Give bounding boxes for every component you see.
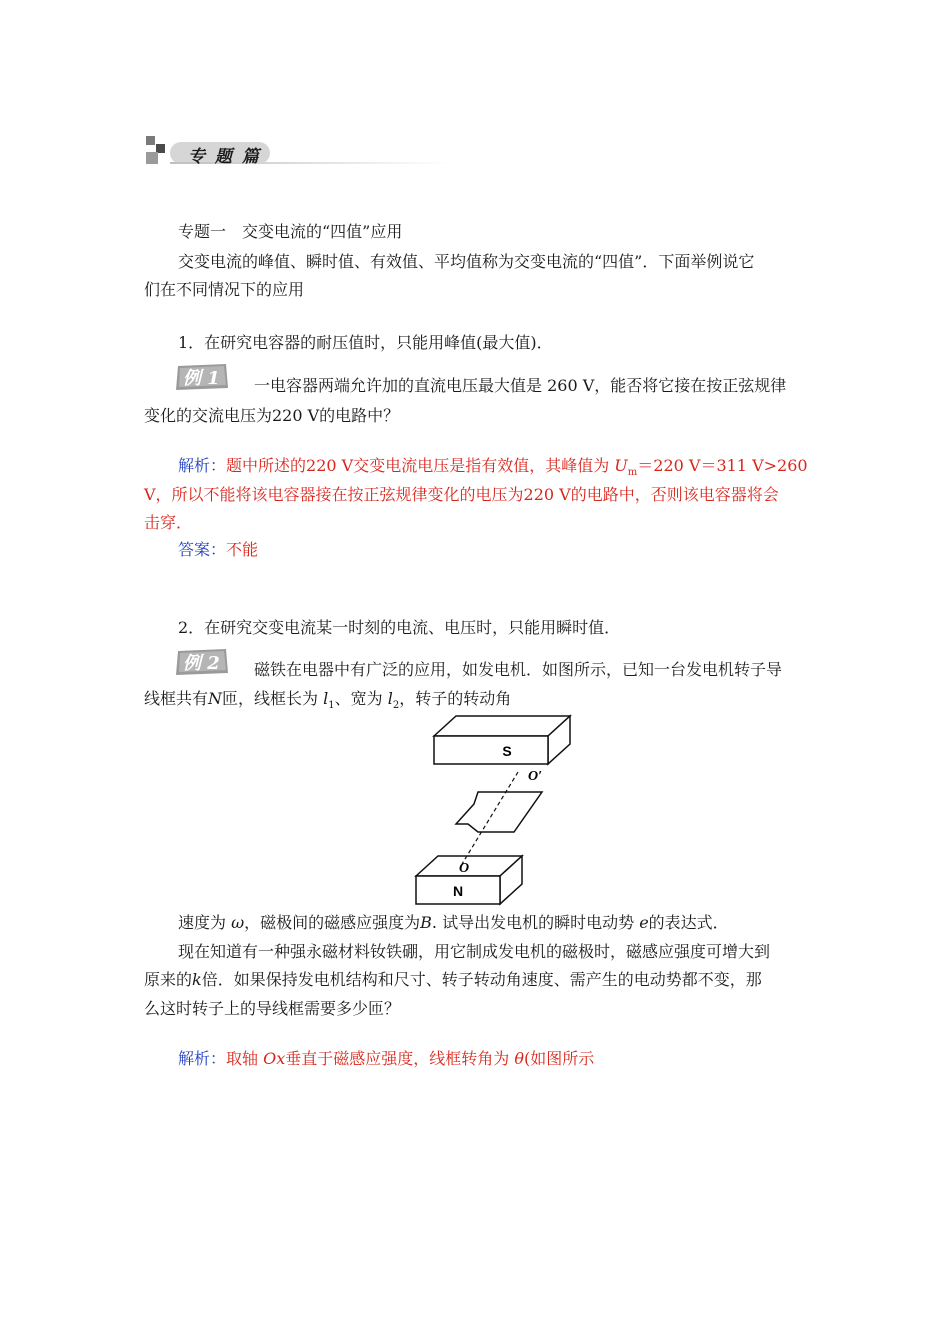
topic-intro-line2: 们在不同情况下的应用 [144,280,305,299]
example-1-label: 例 1 [183,368,220,389]
analysis-2-label: 解析： [178,1049,227,1068]
analysis-1-line2: V，所以不能将该电容器接在按正弦规律变化的电压为220 V的电路中，否则该电容器将会 [144,485,779,504]
label-n: N [452,883,464,899]
answer-1 [178,540,258,560]
coil-frame [456,792,542,832]
answer-1-value: 不能 [226,540,259,559]
label-o: O [459,861,470,876]
analysis-1-label: 解析： [178,456,227,475]
section-header-decoration [140,130,450,170]
section2-heading: 2．在研究交变电流某一时刻的电流、电压时，只能用瞬时值． [178,618,621,637]
topic-intro-line1: 交变电流的峰值、瞬时值、有效值、平均值称为交变电流的“四值”．下面举例说它 [178,252,755,271]
example-2-question-line2: 线框共有N匝，线框长为 $l_1$、宽为 $l_2$，转子的转动角 [144,689,512,712]
analysis-2-line1: 解析：取轴 Ox垂直于磁感应强度，线框转角为 θ(如图所示 [178,1049,595,1068]
example-2-para2-line1: 现在知道有一种强永磁材料钕铁硼，用它制成发电机的磁极时，磁感应强度可增大到 [178,942,771,961]
header-title: 专 题 篇 [188,147,261,167]
s-magnet-top-face [434,716,570,736]
answer-1-label: 答案： [178,540,227,559]
label-o-prime: O′ [528,769,543,784]
example-1-question-line2: 变化的交流电压为220 V的电路中？ [144,406,400,425]
analysis-1-line1: 解析：题中所述的220 V交变电流电压是指有效值，其峰值为 $U_m=220$ V＝311 V>260 [178,456,808,479]
example-2-para2-line2: 原来的k倍．如果保持发电机结构和尺寸、转子转动角速度、需产生的电动势都不变，那 [144,970,762,989]
example-2-label: 例 2 [183,653,220,674]
label-s: S [502,743,512,759]
analysis-1-line3: 击穿． [144,513,193,532]
s-magnet-front-face [434,736,548,764]
example-2-para2-line3: 么这时转子上的导线框需要多少匝？ [144,999,401,1018]
example-2-question-line1: 磁铁在电器中有广泛的应用，如发电机．如图所示，已知一台发电机转子导 [254,660,783,679]
topic-title: 专题一 交变电流的“四值”应用 [178,222,403,241]
example-2-continuation: 速度为 ω，磁极间的磁感应强度为B. 试导出发电机的瞬时电动势 e的表达式． [178,913,729,932]
generator-figure [410,712,580,910]
section1-heading: 1．在研究电容器的耐压值时，只能用峰值(最大值)． [178,333,553,352]
example-1-question-line1: 一电容器两端允许加的直流电压最大值是 260 V，能否将它接在按正弦规律 [254,376,787,395]
